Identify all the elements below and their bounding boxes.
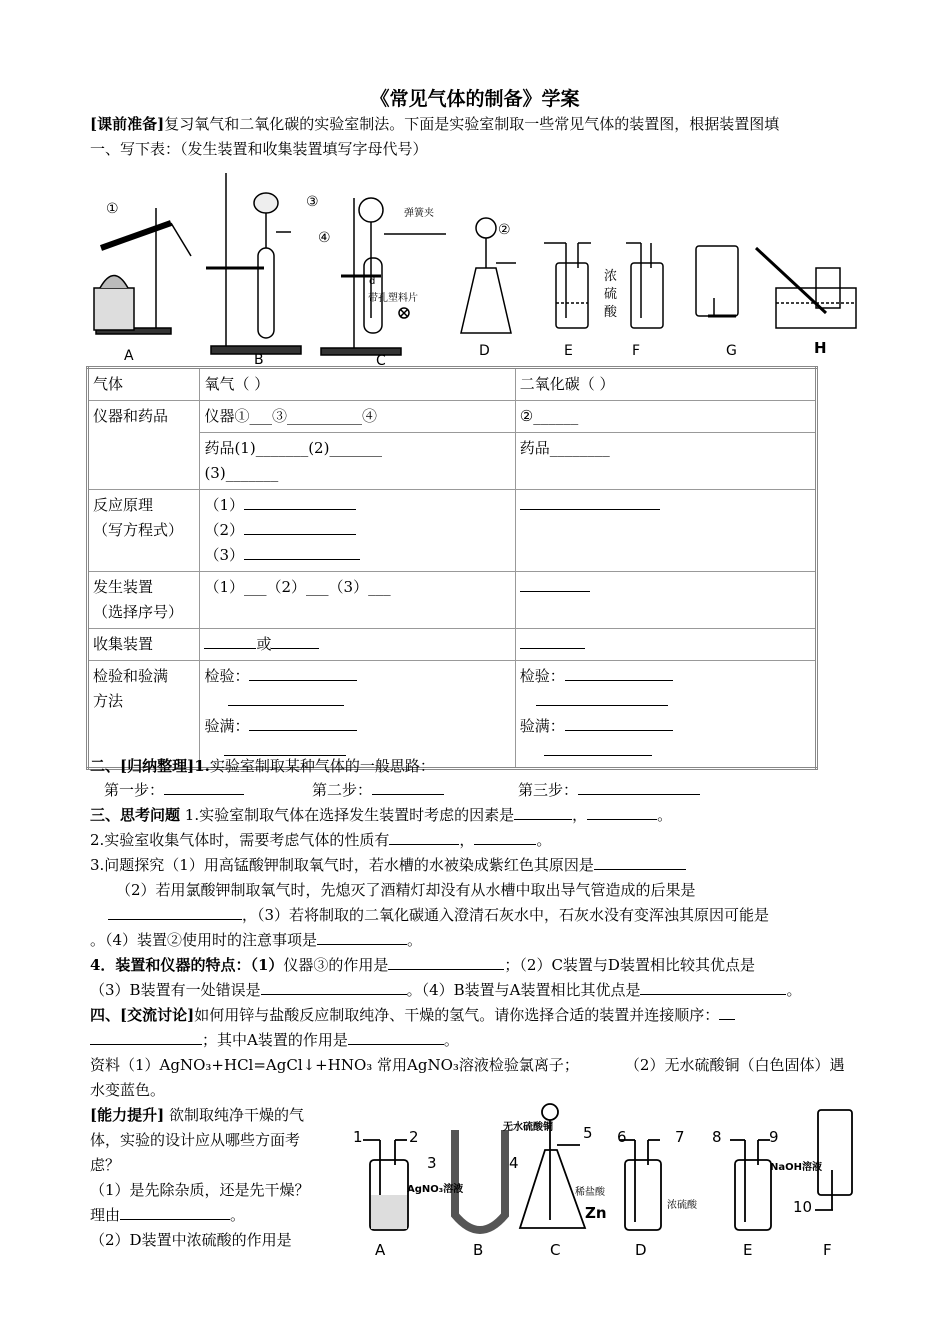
marker-2: ② — [498, 222, 511, 238]
section3-q3d: 。（4）装置②使用时的注意事项是 。 — [90, 931, 423, 949]
intro-text: 复习氧气和二氧化碳的实验室制法。下面是实验室制取一些常见气体的装置图，根据装置图填 — [164, 115, 780, 133]
reaction-num-1: （1） — [204, 496, 244, 514]
table-row — [88, 661, 817, 769]
reaction-line-1 — [204, 493, 510, 518]
section4-text2: ；其中A装置的作用是 — [202, 1031, 348, 1049]
cuso4-label: 无水硫酸铜 — [503, 1122, 553, 1133]
fig1-label-e: E — [564, 343, 573, 359]
apparatus-figure-bottom — [345, 1100, 870, 1260]
section3-q3b: （2）若用氯酸钾制取氧气时，先熄灭了酒精灯却没有从水槽中取出导气管造成的后果是 — [116, 881, 696, 899]
num-10: 10 — [793, 1198, 813, 1216]
section3-q3c — [90, 903, 888, 927]
cell-co2-generator — [515, 572, 816, 629]
cell-co2-test — [515, 661, 816, 769]
page-title: 《常见气体的制备》学案 — [370, 88, 580, 110]
ability-block — [90, 1103, 340, 1253]
marker-4: ④ — [318, 230, 331, 246]
fig2-label-b: B — [473, 1241, 484, 1259]
step3: 第三步： — [518, 781, 579, 799]
num-1: 1 — [353, 1128, 363, 1146]
cell-co2-reaction — [515, 490, 816, 572]
co2-full-line — [520, 714, 811, 739]
fig1-label-a: A — [124, 348, 134, 364]
cell-o2-instruments: 仪器①___③__________④ — [200, 401, 515, 433]
perforated-plate-note: 带孔塑料片 — [368, 293, 418, 304]
q4b-text: 仪器③的作用是 — [283, 956, 389, 974]
fig2-label-f: F — [823, 1241, 832, 1259]
spring-clip-note: 弹簧夹 — [404, 208, 434, 219]
cell-o2-gas: 氧气（ ） — [200, 368, 515, 401]
intro-line-1 — [90, 112, 870, 136]
num-2: 2 — [409, 1128, 419, 1146]
cell-co2-gas: 二氧化碳（ ） — [515, 368, 816, 401]
num-4: 4 — [509, 1154, 519, 1172]
step1: 第一步： — [104, 781, 165, 799]
reaction-num-3: （3） — [204, 546, 244, 564]
num-9: 9 — [769, 1128, 779, 1146]
cell-o2-collection — [200, 629, 515, 661]
o2-chem-line1: 药品(1)_______(2)_______ — [204, 439, 382, 457]
section4-line2: ；其中A装置的作用是 。 — [90, 1028, 870, 1052]
q4e-text: 。（4）B装置与A装置相比其优点是 — [406, 981, 641, 999]
table-row — [88, 629, 817, 661]
agno3-label: AgNO₃溶液 — [407, 1184, 464, 1195]
fig1-label-g: G — [726, 343, 737, 359]
section4-text: 如何用锌与盐酸反应制取纯净、干燥的氢气。请你选择合适的装置并连接顺序： — [194, 1006, 720, 1024]
intro-line-2: 一、写下表：（发生装置和收集装置填写字母代号） — [90, 140, 428, 158]
ability-l6: （2）D装置中浓硫酸的作用是 — [90, 1231, 292, 1249]
zn-label: Zn — [585, 1204, 607, 1222]
table-row — [88, 490, 817, 572]
naoh-label: NaOH溶液 — [770, 1162, 822, 1173]
q4c-text: ；（2）C装置与D装置相比较其优点是 — [504, 956, 755, 974]
table-row — [88, 572, 817, 629]
step2: 第二步： — [312, 781, 373, 799]
section2-text: 实验室制取某种气体的一般思路： — [209, 757, 435, 775]
fig1-label-d: D — [479, 343, 490, 359]
reaction-head-2: （写方程式） — [93, 521, 184, 539]
or-text: 或 — [256, 635, 272, 653]
section3-q4 — [90, 953, 870, 977]
table-row — [88, 401, 817, 433]
q3-text: 3.问题探究（1）用高锰酸钾制取氧气时，若水槽的水被染成紫红色其原因是 — [90, 856, 594, 874]
h2so4-label: 浓硫酸 — [667, 1200, 697, 1211]
q3d-text: 。（4）装置②使用时的注意事项是 — [90, 931, 318, 949]
ability-label: [能力提升] — [90, 1106, 165, 1124]
generator-head: 发生装置 — [93, 578, 154, 596]
ability-l1 — [90, 1103, 340, 1128]
intro-label: [课前准备] — [90, 115, 165, 133]
o2-full-label: 验满： — [204, 717, 250, 735]
row-head-gas: 气体 — [88, 368, 200, 401]
row-head-instruments: 仪器和药品 — [88, 401, 200, 490]
row-head-generator — [88, 572, 200, 629]
info2: （2）无水硫酸铜（白色固体）遇 — [624, 1056, 845, 1074]
reaction-line-3 — [204, 543, 510, 568]
co2-check-line2 — [520, 689, 811, 714]
q4d-text: （3）B装置有一处错误是 — [90, 981, 261, 999]
d-note: d — [369, 276, 376, 287]
marker-1: ① — [106, 201, 119, 217]
num-3: 3 — [427, 1154, 437, 1172]
num-8: 8 — [712, 1128, 722, 1146]
q4-label: 4．装置和仪器的特点：（1） — [90, 956, 284, 974]
test-head: 检验和验满 — [93, 667, 169, 685]
section3-q2: 2.实验室收集气体时，需要考虑气体的性质有 ， 。 — [90, 831, 552, 849]
fig1-label-h: H — [814, 339, 827, 357]
cell-o2-chemicals — [200, 433, 515, 490]
q2-text: 2.实验室收集气体时，需要考虑气体的性质有 — [90, 831, 390, 849]
section2-label: 二、[归纳整理]1. — [90, 757, 210, 775]
section3-q3 — [90, 853, 870, 877]
co2-full-label: 验满： — [519, 717, 565, 735]
co2-check-label: 检验： — [519, 667, 565, 685]
o2-check-label: 检验： — [204, 667, 250, 685]
cell-o2-reaction — [200, 490, 515, 572]
info-line2: 水变蓝色。 — [90, 1081, 166, 1099]
fig1-label-f: F — [632, 343, 641, 359]
cell-o2-test — [200, 661, 515, 769]
row-head-collection: 收集装置 — [88, 629, 200, 661]
fig1-label-c: C — [376, 353, 386, 368]
row-head-reaction — [88, 490, 200, 572]
num-5: 5 — [583, 1124, 593, 1142]
info1: 资料（1）AgNO₃+HCl=AgCl↓+HNO₃ 常用AgNO₃溶液检验氯离子； — [90, 1056, 579, 1074]
fig2-label-e: E — [743, 1241, 753, 1259]
cell-co2-collection — [515, 629, 816, 661]
section3-q1: 三、思考问题 1.实验室制取气体在选择发生装置时考虑的因素是 ， 。 — [90, 806, 673, 824]
num-7: 7 — [675, 1128, 685, 1146]
o2-full-line — [204, 714, 510, 739]
gas-prep-table — [86, 366, 818, 770]
section2-line1 — [90, 754, 870, 778]
section3-q4-cont: （3）B装置有一处错误是 。（4）B装置与A装置相比其优点是 。 — [90, 981, 802, 999]
section3-label: 三、思考问题 — [90, 806, 181, 824]
ability-l5-text: 理由 — [90, 1206, 121, 1224]
ability-l4: （1）是先除杂质，还是先干燥？ — [90, 1181, 310, 1199]
marker-3: ③ — [306, 194, 319, 210]
ability-l3: 虑？ — [90, 1156, 121, 1174]
ability-l2: 体，实验的设计应从哪些方面考 — [90, 1131, 301, 1149]
cell-co2-instruments: ②______ — [515, 401, 816, 433]
section4-line1 — [90, 1003, 870, 1027]
ability-l1-text: 欲制取纯净干燥的气 — [164, 1106, 304, 1124]
o2-check-line — [204, 664, 510, 689]
co2-check-line — [520, 664, 811, 689]
q1-text: 1.实验室制取气体在选择发生装置时考虑的因素是 — [180, 806, 515, 824]
o2-chem-line2: (3)_______ — [204, 464, 279, 482]
q3c-text: ，（3）若将制取的二氧化碳通入澄清石灰水中，石灰水没有变浑浊其原因可能是 — [242, 906, 770, 924]
fig2-label-a: A — [375, 1241, 386, 1259]
hcl-label: 稀盐酸 — [575, 1187, 605, 1198]
reaction-head: 反应原理 — [93, 496, 154, 514]
test-head-2: 方法 — [93, 692, 124, 710]
section4-label: 四、[交流讨论] — [90, 1006, 195, 1024]
info-line — [90, 1053, 870, 1077]
fig2-label-d: D — [635, 1241, 647, 1259]
num-6: 6 — [617, 1128, 627, 1146]
conc-sulfuric-acid-label: 浓硫酸 — [604, 269, 618, 320]
section2-steps — [90, 778, 884, 802]
table-row — [88, 368, 817, 401]
generator-head-2: （选择序号） — [93, 603, 184, 621]
reaction-num-2: （2） — [204, 521, 244, 539]
fig2-label-c: C — [550, 1241, 561, 1259]
row-head-test — [88, 661, 200, 769]
o2-check-line2 — [204, 689, 510, 714]
ability-l5: 理由 。 — [90, 1206, 246, 1224]
fig1-label-b: B — [254, 352, 264, 368]
reaction-line-2 — [204, 518, 510, 543]
apparatus-figure-top — [86, 168, 866, 368]
cell-o2-generator: （1）___（2）___（3）___ — [200, 572, 515, 629]
cell-co2-chemicals: 药品________ — [515, 433, 816, 490]
